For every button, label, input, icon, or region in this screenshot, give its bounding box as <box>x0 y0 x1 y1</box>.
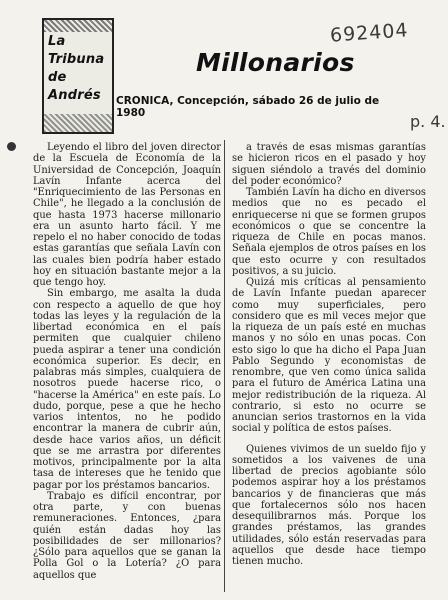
article-dateline: CRONICA, Concepción, sábado 26 de julio de 1980 <box>116 95 380 119</box>
logo-line-1: La <box>48 34 66 49</box>
right-paragraph-3: Quizá mis críticas al pensamiento de Lavín Infante puedan aparecer como muy superficiales, pero considero que es mil veces mejor que la riqueza de un país esté en muchas manos y no sólo en unas pocas. Con esto sigo lo que ha dicho el Papa Juan Pablo Segundo y economistas de renombre, que ven como única salida para el futuro de América Latina una mejor redistribución de la riqueza. Al contrario, si esto no ocurre se anuncian serios trastornos en la vida social y política de estos países. <box>232 277 426 435</box>
left-paragraph-1: Leyendo el libro del joven director de la Escuela de Economía de la Universidad de Concepción, Joaquín Lavín Infante acerca del "Enriquecimiento de las Personas en Chile", he llegado a la conclusión de que hasta 1973 hacerse millonario era un asunto harto fácil. Y me repelo el no haber conocido de todas estas garantías que señala Lavín con las cuales bien podría haber estado hoy en situación bastante mejor a la que tengo hoy. <box>33 142 221 288</box>
article-column-right <box>232 142 426 600</box>
right-paragraph-2: También Lavín ha dicho en diversos medios que no es pecado el enriquecerse ni que se formen grupos económicos o que se concentre la riqueza de Chile en pocas manos. Señala ejemplos de otros países en los que esto ocurre y con resultados positivos, a su juicio. <box>232 187 426 277</box>
column-divider <box>224 140 225 592</box>
right-paragraph-1: a través de esas mismas garantías se hicieron ricos en el pasado y hoy siguen siéndolo a través del dominio del poder económico? <box>232 142 426 187</box>
logo-line-3: de <box>48 70 67 85</box>
article-column-left <box>33 142 221 600</box>
right-paragraph-4: Quienes vivimos de un sueldo fijo y sometidos a los vaivenes de una libertad de precios agobiante sólo podemos aspirar hoy a los préstamos bancarios y de financieras que más que fortalecernos sólo nos hacen desequilibrarnos más. Porque los grandes préstamos, las grandes utilidades, sólo están reservadas para aquellos que desde hace tiempo tienen mucho. <box>232 443 426 567</box>
column-logo <box>42 18 114 134</box>
logo-shading-top <box>44 20 112 32</box>
logo-shading-bottom <box>44 114 112 132</box>
left-paragraph-2: Sin embargo, me asalta la duda con respecto a aquello de que hoy todas las leyes y la regulación de la libertad económica en el país permiten que cualquier chileno pueda aspirar a tener una condición económica superior. Es decir, en palabras más simples, cualquiera de nosotros puede hacerse rico, o "hacerse la América" en este país. Lo dudo, porque, pese a que he hecho varios intentos, no he podido encontrar la manera de cubrir aún, desde hace varios años, un déficit que se me arrastra por diferentes motivos, principalmente por la alta tasa de intereses que he tenido que pagar por los préstamos bancarios. <box>33 288 221 491</box>
paragraph-bullet-icon <box>7 142 16 151</box>
logo-line-4: Andrés <box>48 88 101 103</box>
article-headline: Millonarios <box>196 48 355 77</box>
handwritten-catalog-number: 692404 <box>329 19 410 47</box>
left-paragraph-3: Trabajo es difícil encontrar, por otra parte, y con buenas remuneraciones. Entonces, ¿para quién están dadas hoy las posibilidades de ser millonarios? ¿Sólo para aquellos que se ganan la Polla Gol o la Lotería? ¿O para aquellos que <box>33 490 221 581</box>
logo-line-2: Tribuna <box>48 52 105 67</box>
handwritten-page-note: p. 4. <box>410 112 446 131</box>
